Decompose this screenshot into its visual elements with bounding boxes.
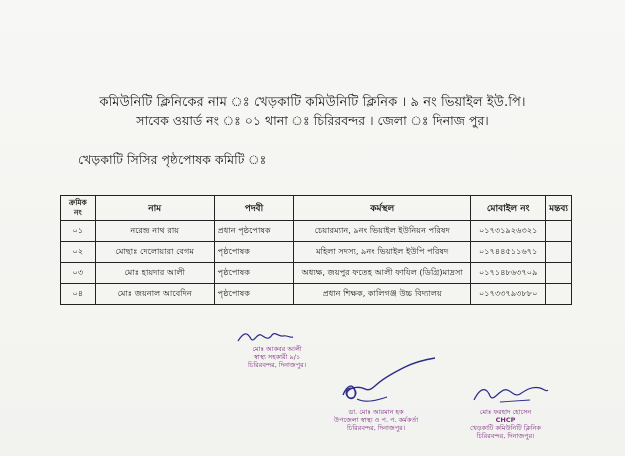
- cell-serial: ০২: [61, 242, 96, 263]
- cell-workplace: মহিলা সদস্য, ৯নং ভিয়াইল ইউপি পরিষদ: [294, 242, 471, 263]
- clinic-location-heading: সাবেক ওয়ার্ড নং ঃ ০১ থানা ঃ চিরিরবন্দর । জেলা ঃ দিনাজ পুর।: [136, 113, 489, 128]
- table-row: [61, 284, 572, 305]
- stamp-name: মোঃ ফরহাদ হোসেন: [479, 408, 532, 416]
- cell-name: মোঃ হায়দার আলী: [95, 263, 214, 284]
- table-header-row: [61, 196, 572, 221]
- cell-workplace: প্রধান শিক্ষক, কালিগঞ্জ উচ্চ বিদ্যালয়: [294, 284, 471, 305]
- cell-mobile: ০১৭৩৩৭৯৩৮৮০: [471, 284, 546, 305]
- stamp-role: স্বাস্থ্য সহকারী ৯/১: [253, 353, 301, 361]
- cell-mobile: ০১৭৩১৯২৬৩২১: [471, 221, 546, 242]
- header-serial: [61, 196, 96, 221]
- header-mobile: মোবাইল নং: [471, 196, 546, 221]
- table-row: [61, 242, 572, 263]
- header-designation: পদবী: [214, 196, 294, 221]
- cell-designation: পৃষ্ঠপোষক: [214, 284, 294, 305]
- header-name: নাম: [95, 196, 214, 221]
- stamp-place: চিরিরবন্দর, দিনাজপুর।: [476, 432, 535, 440]
- cell-designation: পৃষ্ঠপোষক: [214, 263, 294, 284]
- cell-name: মোছাঃ দেলোয়ারা বেগম: [95, 242, 214, 263]
- signature-health-officer: [335, 355, 440, 410]
- stamp-role: উপজেলা স্বাস্থ্য ও প. প. কর্মকর্তা: [333, 416, 419, 424]
- cell-remarks: [546, 263, 572, 284]
- stamp-name: মোঃ আকবর আলী: [252, 345, 302, 353]
- cell-serial: ০৩: [61, 263, 96, 284]
- cell-remarks: [546, 221, 572, 242]
- cell-workplace: চেয়ারম্যান, ৯নং ভিয়াইল ইউনিয়ন পরিষদ: [294, 221, 471, 242]
- stamp-place: চিরিরবন্দর, দিনাজপুর।: [247, 361, 307, 369]
- cell-mobile: ০১৭৪৪৫১১৬৭১: [471, 242, 546, 263]
- header-workplace: কর্মস্থল: [294, 196, 471, 221]
- signature-chcp: [470, 378, 550, 408]
- stamp-health-officer: [320, 408, 432, 432]
- stamp-role: CHCP: [495, 416, 516, 424]
- stamp-chcp: [443, 408, 568, 440]
- stamp-name: ডা. মোঃ আরমান হক: [348, 408, 404, 416]
- header-serial-line2: নং: [74, 208, 82, 217]
- committee-title: খেড়কাটি সিসির পৃষ্ঠপোষক কমিটি ঃ: [78, 152, 267, 167]
- cell-mobile: ০১৭১৪৮৬৩৭০৯: [471, 263, 546, 284]
- committee-table: [60, 195, 572, 305]
- cell-workplace: অধ্যক্ষ, জয়পুর ফতেহ আলী ফাযিল (ডিগ্রি)মাদ্রসা: [294, 263, 471, 284]
- header-remarks: মন্তব্য: [546, 196, 572, 221]
- cell-remarks: [546, 284, 572, 305]
- cell-designation: পৃষ্ঠপোষক: [214, 242, 294, 263]
- header-serial-line1: ক্রমিক: [68, 198, 87, 207]
- clinic-name-heading: কমিউনিটি ক্লিনিকের নাম ঃ খেড়কাটি কমিউনিটি ক্লিনিক । ৯ নং ভিয়াইল ইউ.পি।: [99, 95, 526, 110]
- table-row: [61, 221, 572, 242]
- cell-remarks: [546, 242, 572, 263]
- cell-name: মোঃ জয়নাল আবেদিন: [95, 284, 214, 305]
- signature-health-assistant: [235, 327, 295, 347]
- cell-serial: ০৪: [61, 284, 96, 305]
- table-row: [61, 263, 572, 284]
- stamp-org: খেড়কাটি কমিউনিটি ক্লিনিক: [470, 424, 541, 432]
- cell-name: নরেন্দ্র নাথ রায়: [95, 221, 214, 242]
- stamp-health-assistant: [222, 345, 332, 369]
- cell-designation: প্রধান পৃষ্ঠপোষক: [214, 221, 294, 242]
- stamp-place: চিরিরবন্দর, দিনাজপুর।: [346, 424, 406, 432]
- cell-serial: ০১: [61, 221, 96, 242]
